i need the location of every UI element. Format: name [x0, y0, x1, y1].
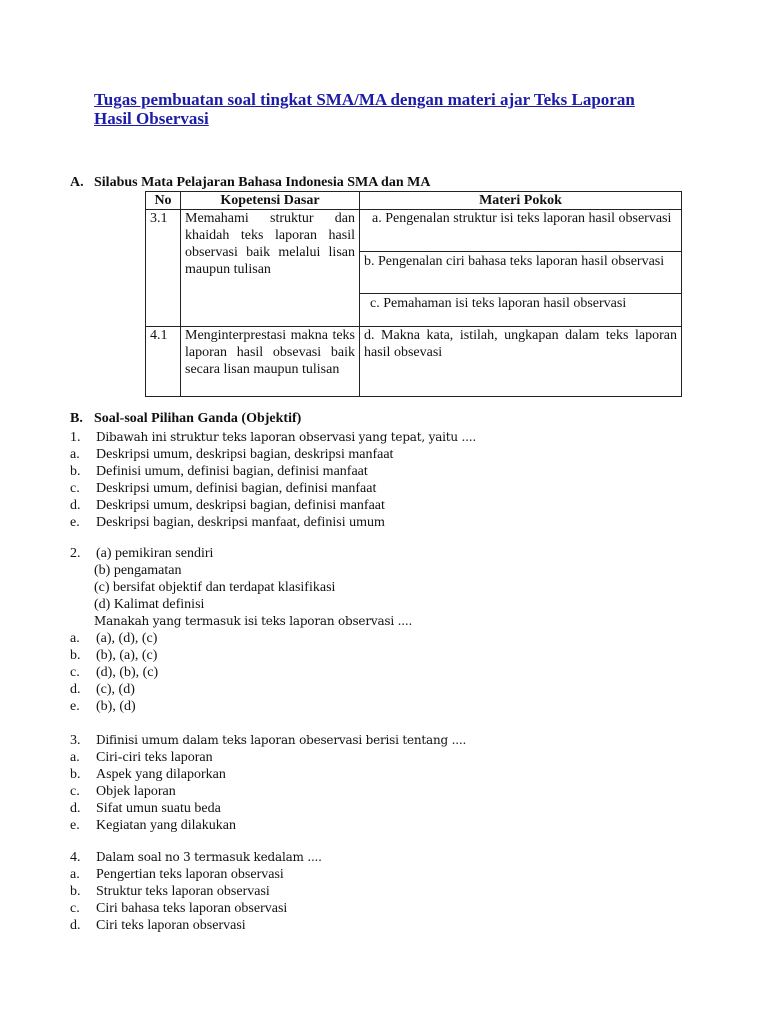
question-number: 1. — [70, 430, 81, 445]
option-text: Ciri teks laporan observasi — [96, 918, 246, 933]
section-label: B. — [70, 411, 83, 426]
option-letter: e. — [70, 515, 80, 530]
option-text: Ciri-ciri teks laporan — [96, 750, 213, 765]
cell-kompetensi: Memahami struktur dan khaidah teks laporan hasil observasi baik melalui lisan maupun tulisan — [181, 210, 360, 327]
answer-option — [70, 749, 466, 766]
option-text: (d), (b), (c) — [96, 665, 159, 680]
answer-option — [70, 698, 412, 715]
answer-option — [70, 647, 412, 664]
option-letter: b. — [70, 884, 81, 899]
question-number: 2. — [70, 546, 81, 561]
option-text: (a), (d), (c) — [96, 631, 158, 646]
option-text: Deskripsi umum, definisi bagian, definisi manfaat — [96, 481, 377, 496]
answer-option — [70, 514, 476, 531]
question-2 — [70, 545, 412, 715]
section-label: A. — [70, 175, 84, 190]
cell-no: 3.1 — [146, 210, 181, 327]
cell-materi: c. Pemahaman isi teks laporan hasil observasi — [360, 294, 682, 327]
syllabus-table — [145, 191, 682, 397]
option-letter: b. — [70, 648, 81, 663]
answer-option — [70, 664, 412, 681]
option-letter: d. — [70, 498, 81, 513]
question-text: Dibawah ini struktur teks laporan observasi yang tepat, yaitu .... — [96, 430, 477, 444]
option-text: Struktur teks laporan observasi — [96, 884, 270, 899]
answer-option — [70, 866, 322, 883]
question-number: 3. — [70, 733, 81, 748]
option-text: Objek laporan — [96, 784, 176, 799]
answer-option — [70, 817, 466, 834]
answer-option — [70, 463, 476, 480]
option-letter: c. — [70, 481, 80, 496]
answer-option — [70, 783, 466, 800]
cell-materi: b. Pengenalan ciri bahasa teks laporan hasil observasi — [360, 252, 682, 294]
option-letter: d. — [70, 918, 81, 933]
statement: (d) Kalimat definisi — [94, 597, 205, 612]
cell-materi: d. Makna kata, istilah, ungkapan dalam teks laporan hasil obsevasi — [360, 327, 682, 397]
option-letter: d. — [70, 801, 81, 816]
question-3 — [70, 732, 466, 834]
cell-no: 4.1 — [146, 327, 181, 397]
statement: (a) pemikiran sendiri — [96, 546, 214, 561]
answer-option — [70, 446, 476, 463]
option-text: Pengertian teks laporan observasi — [96, 867, 284, 882]
statement: (c) bersifat objektif dan terdapat klasifikasi — [94, 580, 336, 595]
cell-kompetensi: Menginterprestasi makna teks laporan hasil obsevasi baik secara lisan maupun tulisan — [181, 327, 360, 397]
question-4 — [70, 849, 322, 934]
answer-option — [70, 800, 466, 817]
option-text: Sifat umun suatu beda — [96, 801, 221, 816]
option-letter: a. — [70, 447, 80, 462]
answer-option — [70, 883, 322, 900]
cell-materi: a. Pengenalan struktur isi teks laporan hasil observasi — [360, 210, 682, 252]
section-title: Silabus Mata Pelajaran Bahasa Indonesia SMA dan MA — [94, 175, 431, 190]
answer-option — [70, 480, 476, 497]
question-text: Difinisi umum dalam teks laporan obeservasi berisi tentang .... — [96, 733, 467, 747]
option-text: Deskripsi umum, deskripsi bagian, deskripsi manfaat — [96, 447, 394, 462]
answer-option — [70, 681, 412, 698]
question-number: 4. — [70, 850, 81, 865]
option-letter: d. — [70, 682, 81, 697]
statement: (b) pengamatan — [94, 563, 182, 578]
question-1 — [70, 429, 476, 531]
answer-option — [70, 630, 412, 647]
option-text: Deskripsi umum, deskripsi bagian, definisi manfaat — [96, 498, 385, 513]
option-letter: a. — [70, 867, 80, 882]
answer-option — [70, 900, 322, 917]
option-letter: e. — [70, 818, 80, 833]
document-title[interactable]: Tugas pembuatan soal tingkat SMA/MA dengan materi ajar Teks Laporan Hasil Observasi — [94, 90, 635, 128]
option-letter: a. — [70, 631, 80, 646]
option-letter: e. — [70, 699, 80, 714]
section-a-heading — [70, 175, 430, 191]
section-title: Soal-soal Pilihan Ganda (Objektif) — [94, 411, 302, 426]
question-text: Manakah yang termasuk isi teks laporan observasi .... — [94, 614, 413, 628]
header-no: No — [146, 192, 181, 210]
option-text: Ciri bahasa teks laporan observasi — [96, 901, 288, 916]
option-text: Aspek yang dilaporkan — [96, 767, 226, 782]
option-text: (b), (a), (c) — [96, 648, 158, 663]
option-text: (b), (d) — [96, 699, 136, 714]
header-materi: Materi Pokok — [360, 192, 682, 210]
option-letter: b. — [70, 767, 81, 782]
option-letter: a. — [70, 750, 80, 765]
option-text: Kegiatan yang dilakukan — [96, 818, 236, 833]
section-b-heading — [70, 411, 301, 427]
answer-option — [70, 766, 466, 783]
option-letter: c. — [70, 784, 80, 799]
header-kompetensi: Kopetensi Dasar — [181, 192, 360, 210]
question-text: Dalam soal no 3 termasuk kedalam .... — [96, 850, 322, 864]
option-text: Deskripsi bagian, deskripsi manfaat, definisi umum — [96, 515, 385, 530]
option-letter: c. — [70, 665, 80, 680]
option-text: (c), (d) — [96, 682, 135, 697]
option-text: Definisi umum, definisi bagian, definisi manfaat — [96, 464, 368, 479]
answer-option — [70, 917, 322, 934]
answer-option — [70, 497, 476, 514]
option-letter: b. — [70, 464, 81, 479]
option-letter: c. — [70, 901, 80, 916]
